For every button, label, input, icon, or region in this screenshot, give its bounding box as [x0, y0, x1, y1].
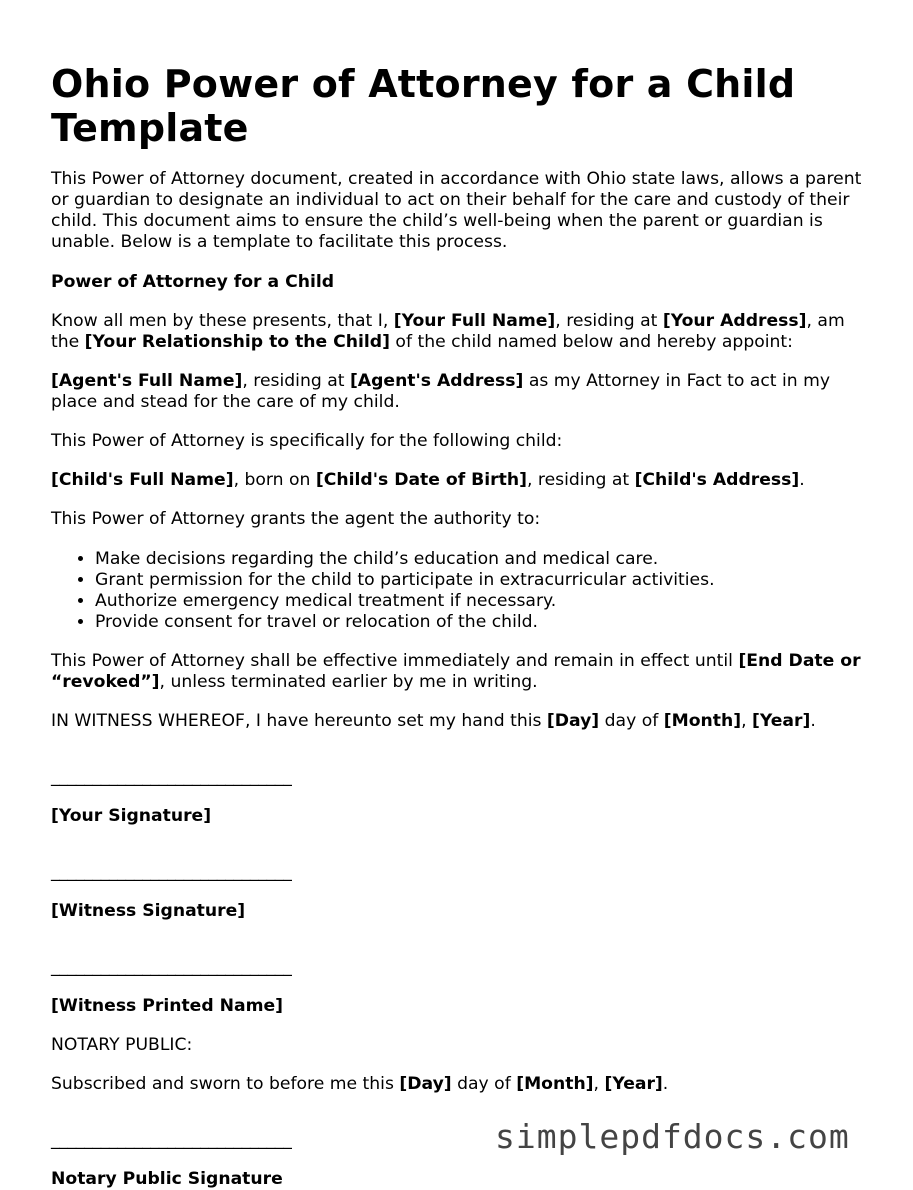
witness-printed-name-line: _____________________________ — [51, 957, 292, 977]
authority-intro-paragraph: This Power of Attorney grants the agent the authority to: — [51, 509, 541, 529]
list-item: • Make decisions regarding the child’s education and medical care. — [95, 549, 871, 570]
field-year: [Year] — [752, 711, 811, 731]
field-your-address: [Your Address] — [662, 311, 807, 331]
field-child-dob: [Child's Date of Birth] — [315, 470, 527, 490]
witness-paragraph: IN WITNESS WHEREOF, I have hereunto set my hand this [Day] day of [Month], [Year]. — [51, 711, 816, 731]
field-relationship: [Your Relationship to the Child] — [84, 332, 390, 352]
list-item: • Authorize emergency medical treatment if necessary. — [95, 591, 871, 612]
notary-label: NOTARY PUBLIC: — [51, 1035, 193, 1055]
your-signature-line: _____________________________ — [51, 767, 292, 787]
field-agent-address: [Agent's Address] — [349, 371, 524, 391]
field-notary-month: [Month] — [516, 1074, 594, 1094]
list-item: • Provide consent for travel or relocation of the child. — [95, 612, 871, 633]
authority-list — [51, 549, 871, 633]
section-heading: Power of Attorney for a Child — [51, 272, 335, 292]
field-agent-full-name: [Agent's Full Name] — [51, 371, 243, 391]
field-notary-day: [Day] — [399, 1074, 452, 1094]
document-page — [51, 62, 871, 1190]
field-child-full-name: [Child's Full Name] — [51, 470, 234, 490]
child-paragraph: [Child's Full Name], born on [Child's Date of Birth], residing at [Child's Address]. — [51, 470, 805, 490]
witness-printed-name-label: [Witness Printed Name] — [51, 996, 284, 1016]
field-end-date: [End Date or “revoked”] — [51, 651, 861, 692]
field-day: [Day] — [546, 711, 600, 731]
agent-paragraph: [Agent's Full Name], residing at [Agent's Address] as my Attorney in Fact to act in my place and stead for the care of my child. — [51, 371, 831, 412]
child-intro-paragraph: This Power of Attorney is specifically for the following child: — [51, 431, 563, 451]
notary-signature-label: Notary Public Signature — [51, 1169, 283, 1189]
list-item: • Grant permission for the child to participate in extracurricular activities. — [95, 570, 871, 591]
page-title: Ohio Power of Attorney for a Child Template — [51, 62, 796, 150]
watermark: simplepdfdocs.com — [495, 1117, 850, 1156]
field-month: [Month] — [663, 711, 742, 731]
field-child-address: [Child's Address] — [634, 470, 800, 490]
appointment-paragraph: Know all men by these presents, that I, [Your Full Name], residing at [Your Address], am the [Your Relationship to the Child] of the child named below and hereby appoint: — [51, 311, 845, 352]
field-notary-year: [Year] — [604, 1074, 663, 1094]
effective-paragraph: This Power of Attorney shall be effective immediately and remain in effect until [End Date or “revoked”], unless terminated earlier by me in writing. — [51, 651, 861, 692]
notary-paragraph: Subscribed and sworn to before me this [Day] day of [Month], [Year]. — [51, 1074, 669, 1094]
field-your-full-name: [Your Full Name] — [393, 311, 556, 331]
notary-signature-line: _____________________________ — [51, 1130, 292, 1150]
witness-signature-label: [Witness Signature] — [51, 901, 246, 921]
intro-paragraph: This Power of Attorney document, created in accordance with Ohio state laws, allows a parent or guardian to designate an individual to act on their behalf for the care and custody of their child. This document aims to ensure the child’s well-being when the parent or guardian is unable. Below is a template to facilitate this process. — [51, 169, 862, 252]
your-signature-label: [Your Signature] — [51, 806, 212, 826]
witness-signature-line: _____________________________ — [51, 862, 292, 882]
